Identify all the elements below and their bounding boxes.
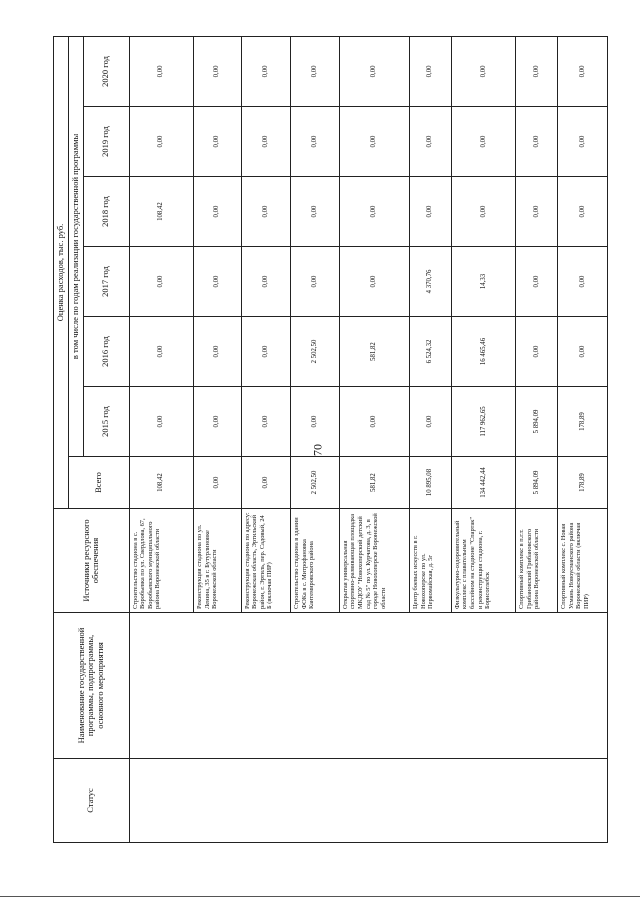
year-cell: 0,00	[194, 247, 242, 317]
budget-table	[53, 36, 608, 843]
year-cell: 0,00	[410, 107, 452, 177]
header-year: 2015 год	[83, 387, 129, 457]
total-cell: 134 442,44	[451, 457, 515, 509]
header-source: Источники ресурсного обеспечения	[54, 509, 130, 613]
total-cell: 108,42	[129, 457, 193, 509]
year-cell: 0,00	[339, 36, 409, 106]
source-cell: Реконструкция стадиона по адресу: Воронежская область, Эртильский район, г. Эртиль, пер. Садовый, 24 Б (включая ПИР)	[241, 509, 291, 613]
year-cell: 0,00	[291, 387, 340, 457]
source-cell: Строительство стадиона в с. Воробьевка по ул. Свердлова, 67, Воробьевского муниципального района Воронежской области	[129, 509, 193, 613]
year-cell: 0,00	[129, 36, 193, 106]
year-cell: 0,00	[410, 177, 452, 247]
year-cell: 0,00	[241, 177, 291, 247]
year-cell: 0,00	[516, 177, 558, 247]
header-estimate: Оценка расходов, тыс. руб.	[54, 36, 69, 508]
year-cell: 0,00	[291, 36, 340, 106]
header-year: 2016 год	[83, 317, 129, 387]
year-cell: 5 894,09	[516, 387, 558, 457]
year-cell: 0,00	[129, 317, 193, 387]
source-cell: Спортивный комплекс в п.г.т. Грибановский Грибановского района Воронежской области	[516, 509, 558, 613]
year-cell: 0,00	[516, 317, 558, 387]
year-cell: 0,00	[339, 387, 409, 457]
page-number: 70	[310, 444, 325, 456]
header-year: 2020 год	[83, 36, 129, 106]
year-cell: 0,00	[516, 247, 558, 317]
year-cell: 0,00	[194, 107, 242, 177]
name-cell	[129, 613, 607, 759]
year-cell: 6 524,32	[410, 317, 452, 387]
year-cell: 178,89	[558, 387, 608, 457]
year-cell: 14,33	[451, 247, 515, 317]
year-cell: 0,00	[410, 387, 452, 457]
year-cell: 2 502,50	[291, 317, 340, 387]
header-total: Всего	[68, 457, 129, 509]
table-header	[54, 36, 130, 842]
source-cell: Открытая универсальная спортивно-развивающая площадка МКДОУ "Новохоперский детский сад № 5" по ул. Курчатова, д. 3, в городе Новохоперске Воронежской области	[339, 509, 409, 613]
year-cell: 0,00	[451, 107, 515, 177]
year-cell: 0,00	[451, 177, 515, 247]
year-cell: 0,00	[241, 317, 291, 387]
year-cell: 0,00	[558, 177, 608, 247]
total-cell: 178,89	[558, 457, 608, 509]
year-cell: 0,00	[241, 387, 291, 457]
year-cell: 0,00	[194, 387, 242, 457]
header-including: в том числе по годам реализации государственной программы	[68, 36, 83, 456]
year-cell: 0,00	[129, 247, 193, 317]
year-cell: 0,00	[194, 177, 242, 247]
source-cell: Спортивный комплекс с. Новая Усмань Новоусманского района Воронежской области (включая ПИР)	[558, 509, 608, 613]
year-cell: 117 962,65	[451, 387, 515, 457]
year-cell: 0,00	[339, 177, 409, 247]
year-cell: 0,00	[558, 36, 608, 106]
total-cell: 0,00	[241, 457, 291, 509]
year-cell: 0,00	[516, 36, 558, 106]
year-cell: 108,42	[129, 177, 193, 247]
total-cell: 10 895,08	[410, 457, 452, 509]
total-cell: 581,82	[339, 457, 409, 509]
year-cell: 0,00	[291, 177, 340, 247]
header-name: Наименование государственной программы, подпрограммы, основного мероприятия	[54, 613, 130, 759]
total-cell: 5 894,09	[516, 457, 558, 509]
header-year: 2017 год	[83, 247, 129, 317]
table-body	[129, 36, 607, 842]
year-cell: 16 465,46	[451, 317, 515, 387]
year-cell: 0,00	[558, 247, 608, 317]
year-cell: 0,00	[339, 247, 409, 317]
table-row	[129, 36, 193, 842]
year-cell: 0,00	[291, 247, 340, 317]
year-cell: 581,82	[339, 317, 409, 387]
rotated-page	[53, 37, 608, 843]
year-cell: 0,00	[194, 317, 242, 387]
year-cell: 0,00	[241, 36, 291, 106]
year-cell: 0,00	[129, 107, 193, 177]
source-cell: Физкультурно-оздоровительный комплекс с плавательным бассейном на стадионе "Спартак" и реконструкция стадиона, г. Борисоглебск	[451, 509, 515, 613]
source-cell: Реконструкция стадиона по ул. Ленина, 35 в г. Бутурлиновке Воронежской области	[194, 509, 242, 613]
page-bottom-rule	[0, 896, 640, 897]
header-year: 2018 год	[83, 177, 129, 247]
year-cell: 0,00	[129, 387, 193, 457]
year-cell: 0,00	[558, 107, 608, 177]
total-cell: 0,00	[194, 457, 242, 509]
year-cell: 0,00	[516, 107, 558, 177]
header-year: 2019 год	[83, 107, 129, 177]
source-cell: Центр боевых искусств в г. Новохоперске по ул. Первомайская, д. 5г	[410, 509, 452, 613]
year-cell: 0,00	[291, 107, 340, 177]
total-cell: 2 502,50	[291, 457, 340, 509]
header-status: Статус	[54, 759, 130, 843]
source-cell: Строительство стадиона в здании ФОКа в с. Митрофановка Кантемировского района	[291, 509, 340, 613]
year-cell: 0,00	[339, 107, 409, 177]
year-cell: 0,00	[558, 317, 608, 387]
year-cell: 0,00	[241, 247, 291, 317]
status-cell	[129, 759, 607, 843]
year-cell: 0,00	[241, 107, 291, 177]
year-cell: 0,00	[410, 36, 452, 106]
year-cell: 0,00	[194, 36, 242, 106]
year-cell: 0,00	[451, 36, 515, 106]
year-cell: 4 370,76	[410, 247, 452, 317]
